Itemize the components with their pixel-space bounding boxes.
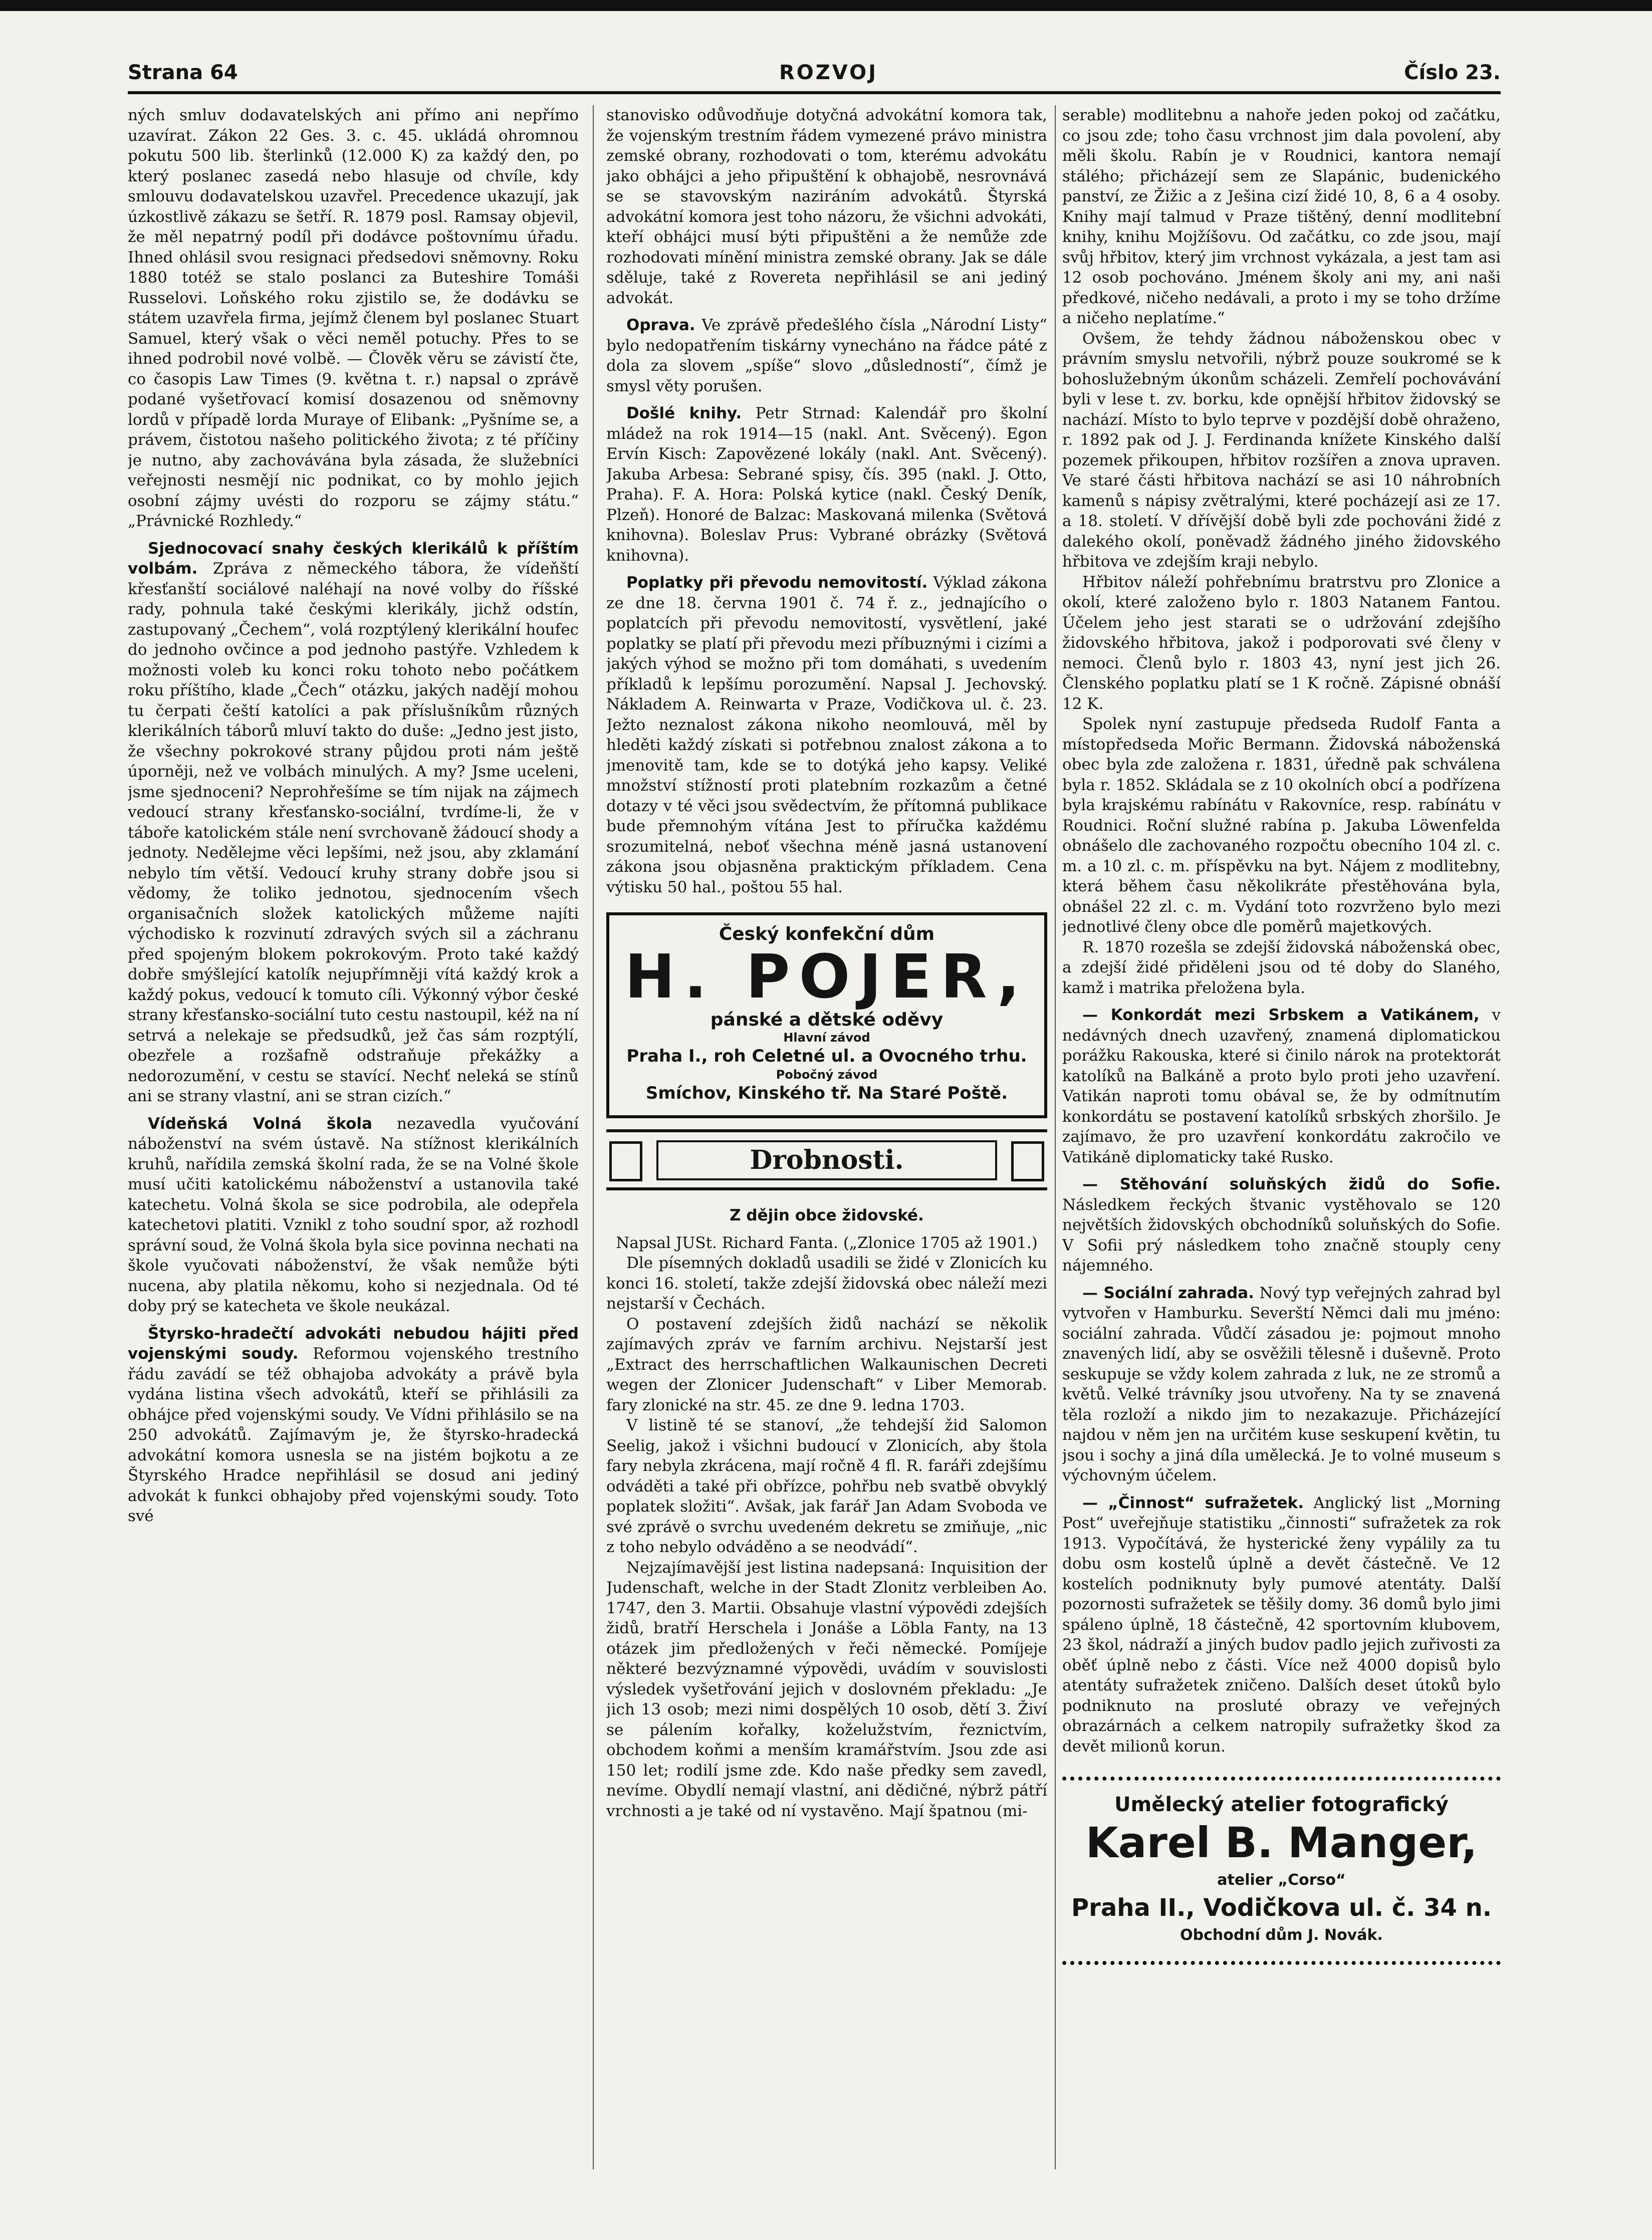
article-text: Výklad zákona ze dne 18. června 1901 č. 74 ř. z., jednajícího o poplatcích při převodu nemovitostí, vysvětlení, jaké poplatky se platí při převodu mezi příbuznými i cizími a jakých výhod se možno při tom domáhati, s uvedením příkladů k lepšímu porozumění. Napsal J. Jechovský. Nákladem A. Reinwarta v Praze, Vodičkova ul. č. 23. Ježto neznalost zákona nikoho neomlouvá, měl by hleděti každý získati si potřebnou znalost zákona a to jmenovitě tam, kde se to dotýká jeho kapsy. Veliké množství stížností proti platebním rozkazům a četné dotazy v té věci jsou svědectvím, že přítomná publikace bude přemnohým vítána Jest to příručka každému srozumitelná, neboť všechna méně jasná ustanovení zákona jsou objasněna praktickým příkladem. Cena výtisku 50 hal., poštou 55 hal. xyxy=(606,574,1047,896)
ad-line: Obchodní dům J. Novák. xyxy=(1180,1926,1383,1944)
ad-address: Smíchov, Kinského tř. Na Staré Poště. xyxy=(645,1083,1008,1103)
ornament-box xyxy=(609,1141,642,1181)
article-text: serable) modlitebnu a nahoře jeden pokoj od začátku, co jsou zde; toho času vrchnost jim dala povolení, aby měli školu. Rabín je v Roudnici, kantora nemají stálého; přicházejí sem ze Slapánic, budenického panství, ze Žižic a z Ješina cizí židé 10, 8, 6 a 4 osoby. Knihy mají talmud v Praze tištěný, denní modlitební knihy, knihu Mojžíšovu. Od začátku, co zde jsou, mají svůj hřbitov, který jim vrchnost vykázala, a jest tam asi 12 osob pochováno. Jménem školy ani my, ani naši předkové, ničeho nedávali, a proto i my se toho držíme a ničeho neplatíme.“ xyxy=(1062,106,1501,327)
article-heading: — „Činnost“ sufražetek. xyxy=(1082,1494,1304,1512)
ad-company-name: Karel B. Manger, xyxy=(1085,1818,1478,1867)
article-text: Reformou vojenského trestního řádu zavádí se též obhajoba advokáty a právě byla vydána listina všech advokátů, kteří se přihlásili za obhájce před vojenskými soudy. Ve Vídni přihlásilo se na 250 advokátů. Zajímavým je, že štyrsko-hradecká advokátní komora usnesla se na jistém bojkotu a ze Štyrského Hradce nepřihlásil se dosud ani jediný advokát k funkci obhajoby před vojenskými soudy. Toto své xyxy=(128,1345,579,1525)
ad-line: Český konfekční dům xyxy=(719,924,935,944)
page-number: Strana 64 xyxy=(128,61,238,84)
article-heading: Vídeňská Volná škola xyxy=(148,1114,372,1133)
article-text: stanovisko odůvodňuje dotyčná advokátní komora tak, že vojenským trestním řádem vymezené právo ministra zemské obrany, rozhodovati o tom, kterému advokátu jako obhájci a jeho připuštění k obhajobě, nesrovnává se se stavovským naziráním advokátů. Štyrská advokátní komora jest toho názoru, že všichni advokáti, kteří obhájci musí býti připuštěni a že nemůže zde rozhodovati mínění ministra zemské obrany. Jak se dále sděluje, také z Rovereta nepřihlásil se ani jediný advokát. xyxy=(606,106,1047,307)
column-3 xyxy=(1062,105,1501,2164)
ad-line: Umělecký atelier fotografický xyxy=(1114,1793,1449,1816)
article-text: Ovšem, že tehdy žádnou náboženskou obec v právním smyslu netvořili, nýbrž pouze soukromé se k bohoslužebným úkonům scházeli. Zemřelí pochovávání byli v lese t. zv. borku, kde opnější hřbitov židovský se nachází. Místo to bylo teprve v pozdější době ohraženo, r. 1892 pak od J. J. Ferdinanda knížete Kinského další pozemek přikoupen, hřbitov rozšířen a znova upraven. Ve staré části hřbitova nachází se asi 10 náhrobních kamenů s nápisy zvětralými, které pocházejí asi ze 17. a 18. století. V dřívější době byli zde pochováni židé z dalekého okolí, poněvadž žádného jiného židovského hřbitova ve zdejším kraji nebylo. xyxy=(1062,329,1501,571)
article-text: ných smluv dodavatelských ani přímo ani nepřímo uzavírat. Zákon 22 Ges. 3. c. 45. ukládá ohromnou pokutu 500 lib. šterlinků (12.000 K) za každý den, po který poslanec zasedá nebo hlasuje od chvíle, kdy smlouvu dodavatelskou uzavřel. Precedence ukazují, jak úzkostlivě zákazu se šetří. R. 1879 posl. Ramsay objevil, že měl nepatrný podíl při dodávce poštovnímu úřadu. Ihned ohlásil svou resignaci předsedovi sněmovny. Roku 1880 totéž se stalo poslanci za Buteshire Tomáši Russelovi. Loňského roku zjistilo se, že dodávku se státem uzavřela firma, jejímž členem byl poslanec Stuart Samuel, který však o věci neměl potuchy. Přes to se ihned podrobil nové volbě. — Člověk věru se závistí čte, co časopis Law Times (9. května t. r.) napsal o zprávě podané vyšetřovací komisí dosazenou od sněmovny lordů v případě lorda Muraye of Elibank: „Pyšníme se, a právem, čistotou našeho politického života; z té příčiny je nutno, aby zachovávána byla zásada, že služebníci veřejnosti nesmějí nic podnikat, co by mohlo jejich osobní zájmy uvésti do rozporu se zájmy státu.“ „Právnické Rozhledy.“ xyxy=(128,106,579,530)
article-text: Petr Strnad: Kalendář pro školní mládež na rok 1914—15 (nakl. Ant. Svěcený). Egon Ervín Kisch: Zapovězené lokály (nakl. Ant. Svěcený). Jakuba Arbesa: Sebrané spisy, čís. 395 (nakl. J. Otto, Praha). F. A. Hora: Polská kytice (nakl. Český Deník, Plzeň). Honoré de Balzac: Maskovaná milenka (Světová knihovna). Boleslav Prus: Vybrané obrázky (Světová knihovna). xyxy=(606,404,1047,565)
column-divider xyxy=(593,105,594,2169)
article-byline: Napsal JUSt. Richard Fanta. („Zlonice 1705 až 1901.) xyxy=(616,1233,1038,1252)
header-rule xyxy=(128,91,1501,94)
article-paragraph xyxy=(606,315,1047,396)
article-heading: Poplatky při převodu nemovitostí. xyxy=(626,574,928,592)
ad-address: Praha II., Vodičkova ul. č. 34 n. xyxy=(1071,1894,1492,1922)
article-heading: — Stěhování soluňských židů do Sofie. xyxy=(1082,1175,1501,1193)
section-banner xyxy=(606,1129,1047,1190)
column-divider xyxy=(1055,105,1056,2169)
article-paragraph xyxy=(128,539,579,1107)
ad-line: atelier „Corso“ xyxy=(1217,1871,1346,1889)
column-1 xyxy=(128,105,579,2164)
ad-line: pánské a dětské oděvy xyxy=(710,1009,943,1030)
article-paragraph xyxy=(1062,1283,1501,1486)
article-paragraph xyxy=(1062,1174,1501,1276)
issue-number: Číslo 23. xyxy=(1404,61,1501,84)
article-paragraph xyxy=(1062,1493,1501,1757)
advertisement-pojer xyxy=(606,912,1047,1118)
article-text: Hřbitov náleží pohřebnímu bratrstvu pro Zlonice a okolí, které založeno bylo r. 1803 Natanem Fantou. Účelem jeho jest starati se o udržování zdejšího židovského hřbitova, jakož i podporovati své členy v nemoci. Členů bylo r. 1803 43, nyní jest jich 26. Členského poplatku platí se 1 K ročně. Zápisné obnáší 12 K. xyxy=(1062,573,1501,713)
article-heading: Štyrsko-hradečtí advokáti nebudou hájiti před vojenskými soudy. xyxy=(128,1324,579,1363)
article-text: O postavení zdejších židů nachází se několik zajímavých zpráv ve farním archivu. Nejstarší jest „Extract des herrschaftlichen Walkaunischen Decreti wegen der Zlonicer Judenschaft“ v Liber Memorab. fary zlonické na str. 45. ze dne 9. ledna 1703. xyxy=(606,1315,1047,1414)
article-heading: — Sociální zahrada. xyxy=(1082,1284,1254,1302)
article-paragraph xyxy=(606,573,1047,897)
article-text: V listině té se stanoví, „že tehdejší žid Salomon Seelig, jakož i všichni budoucí v Zlonicích, aby štola fary nebyla zkrácena, mají ročně 4 fl. R. faráři zdejšímu odváděti a také při obřízce, pohřbu neb svatbě obvyklý poplatek složiti“. Avšak, jak farář Jan Adam Svoboda ve své zprávě o svrchu uvedeném dekretu se zmiňuje, „nic z toho nebylo odváděno a se neodvádí“. xyxy=(606,1416,1047,1556)
article-paragraph xyxy=(128,1324,579,1527)
article-paragraph xyxy=(128,1114,579,1317)
advertisement-manger xyxy=(1062,1777,1501,1965)
article-heading: Oprava. xyxy=(626,316,695,334)
ornament-box xyxy=(1011,1141,1044,1181)
article-paragraph xyxy=(606,403,1047,566)
article-paragraph xyxy=(1062,1005,1501,1167)
article-text: R. 1870 rozešla se zdejší židovská náboženská obec, a zdejší židé přiděleni jsou od té doby do Slaného, kamž i matrika přeložena byla. xyxy=(1062,938,1501,997)
ad-label: Hlavní závod xyxy=(783,1031,870,1045)
ad-label: Pobočný závod xyxy=(776,1068,878,1082)
article-heading: Sjednocovací snahy českých klerikálů k příštím volbám. xyxy=(128,539,579,578)
article-text: Nejzajímavější jest listina nadepsaná: Inquisition der Judenschaft, welche in der Stadt Zlonitz verbleiben Ao. 1747, den 3. Martii. Obsahuje vlastní výpovědi zdejších židů, bratří Herschela i Jonáše a Löbla Fanty, na 13 otázek jim předložených v řeči německé. Pomíjeje některé bezvýznamné výpovědi, uvádím v souvislosti výsledek vyšetřování jejich v doslovném překladu: „Je jich 13 osob; mezi nimi dospělých 10 osob, dětí 3. Živí se pálením kořalky, koželužstvím, řeznictvím, obchodem koňmi a menším kramářstvím. Jsou zde asi 150 let; rodilí jsme zde. Kdo naše předky sem zavedl, nevíme. Obydlí nemají vlastní, ani dědičné, nýbrž pátří vrchnosti a je také od ní vystavěno. Mají špatnou (mi- xyxy=(606,1558,1047,1820)
article-text: Anglický list „Morning Post“ uveřejňuje statistiku „činnosti“ sufražetek za rok 1913. Vypočítává, že hysterické ženy vypálily za tu dobu osm kostelů úplně a devět částečně. Ve 12 kostelích podniknuty byly pumové atentáty. Další pozornosti sufražetek se těšily domy. 36 domů bylo jimi spáleno úplně, 18 částečně, 42 sportovním klubovem, 23 škol, nádraží a jiných budov padlo jejich zuřivosti za oběť úplně nebo z části. Více než 4000 dopisů bylo atentáty sufražetek zničeno. Dalších deset útoků bylo podniknuto na prosluté obrazy ve veřejných obrazárnách a celkem natropily sufražetky škod za devět milionů korun. xyxy=(1062,1494,1501,1756)
article-text: Spolek nyní zastupuje předseda Rudolf Fanta a místopředseda Mořic Bermann. Židovská náboženská obec byla zde založena r. 1831, úředně pak schválena byla r. 1852. Skládala se z 10 okolních obcí a podřízena byla krajskému rabínátu v Rakovníce, resp. rabínátu v Roudnici. Roční služné rabína p. Jakuba Löwenfelda obnášelo dle zachovaného rozpočtu obecního 104 zl. c. m. a 10 zl. c. m. příspěvku na byt. Nájem z modlitebny, která během času několikráte přestěhována byla, obnášel 22 zl. c. m. Vydání toto rozvrženo bylo mezi jednotlivé členy obce dle poměrů majetkových. xyxy=(1062,715,1501,936)
article-heading: Z dějin obce židovské. xyxy=(730,1206,924,1224)
page-header xyxy=(128,56,1501,96)
article-text: Zpráva z německého tábora, že vídeňští křesťanští sociálové naléhají na nové volby do říšské rady, pohnula také českými klerikály, jichž odstín, zastupovaný „Čechem“, volá rozptýlený klerikální houfec do jednoho ovčince a pod jednoho pastýře. Vzhledem k možnosti voleb ku konci roku tohoto nebo počátkem roku příštího, klade „Čech“ otázku, jakých nadějí mohou tu čerpati čeští katolíci a pak příslušníkům různých klerikálních táborů mluví takto do duše: „Jedno jest jisto, že všechny pokrokové strany půjdou proti nám ještě úporněji, než ve volbách minulých. A my? Jsme uceleni, jsme sjednoceni? Neprohřešíme se tím nijak na zájmech vedoucí strany křesťansko-sociální, tvrdíme-li, že v táboře katolickém stále není svrchovaně žádoucí shody a jednoty. Nedělejme věci lepšími, než jsou, aby zklamání nebylo tím větší. Vedoucí kruhy strany dobře jsou si vědomy, že toliko jednotou, sjednocením všech organisačních složek katolických můžeme najíti východisko k rozvinutí zdravých svých sil a záchranu před spojeným blokem pokrokovým. Proto také každý dobře smýšlející katolík nejupřímněji vítá každý krok a každý pokus, vedoucí k tomuto cíli. Výkonný výbor české strany křesťansko-sociální tuto cestu nastoupil, kéž na ní setrvá a nelekaje se předsudků, jež čas sám rozptýlí, obezřele a rozšafně odstraňuje překážky a nedorozumění, v cestu se stavící. Nechť neleká se stínů ani se strany vlastní, ani se stran cizích.“ xyxy=(128,560,579,1105)
article-text: Dle písemných dokladů usadili se židé v Zlonicích ku konci 16. století, takže zdejší židovská obec náleží mezi nejstarší v Čechách. xyxy=(606,1254,1047,1313)
newspaper-title: ROZVOJ xyxy=(779,61,878,84)
article-text: Nový typ veřejných zahrad byl vytvořen v Hamburku. Severští Němci dali mu jméno: sociální zahrada. Vůdčí zásadou je: pojmout mnoho znavených lidí, aby se osvěžili tělesně i duševně. Proto seskupuje se vždy kolem zahrada z luk, ne ze stromů a květů. Velké trávníky jsou utvořeny. Na ty se znavená těla rozloží a nikdo jim to nezakazuje. Přicházející najdou v něm jen na určitém kuse seskupení květin, tu jsou i sochy a jiná díla umělecká. Je to volné museum s výchovným účelem. xyxy=(1062,1284,1501,1484)
article-text: Ve zprávě předešlého čísla „Národní Listy“ bylo nedopatřením tiskárny vynecháno na řádce páté z dola za slovem „spíše“ slovo „důsledností“, čímž je smysl věty porušen. xyxy=(606,316,1047,395)
article-text: nezavedla vyučování náboženství na svém ústavě. Na stížnost klerikálních kruhů, nařídila zemská školní rada, že se na Volné škole musí učiti katolickému náboženství a ustanovila také katechetu. Volná škola se sice podrobila, ale odepřela katechetovi platiti. Vznikl z toho soudní spor, až rozhodl správní soud, že Volná škola byla sice povinna nechati na škole vyučovati náboženství, že však nemůže býti nucena, aby platila někomu, koho si nezjednala. Od té doby prý se katecheta ve škole neukázal. xyxy=(128,1114,579,1315)
article-heading: Došlé knihy. xyxy=(626,404,742,422)
article-heading: — Konkordát mezi Srbskem a Vatikánem, xyxy=(1082,1006,1480,1024)
section-title: Drobnosti. xyxy=(656,1140,997,1180)
article-text: v nedávných dnech uzavřený, znamená diplomatickou porážku Rakouska, které si činilo nárok na protektorát katolíků na Balkáně a proto bylo proti jeho uzavření. Vatikán naproti tomu obával se, že by odmítnutím konkordátu se postavení katolíků srbských zhoršilo. Je zajímavo, že pro uzavření konkordátu zakročilo ve Vatikáně diplomaticky také Rusko. xyxy=(1062,1006,1501,1166)
article-text: Následkem řeckých štvanic vystěhovalo se 120 největších židovských obchodníků soluňských do Sofie. V Sofii prý následkem toho značně stouply ceny nájemného. xyxy=(1062,1195,1501,1275)
column-2 xyxy=(606,105,1047,2164)
top-border xyxy=(0,0,1652,11)
ad-address: Praha I., roh Celetné ul. a Ovocného trhu. xyxy=(626,1046,1027,1066)
ad-company-name: H. POJER, xyxy=(624,942,1029,1012)
